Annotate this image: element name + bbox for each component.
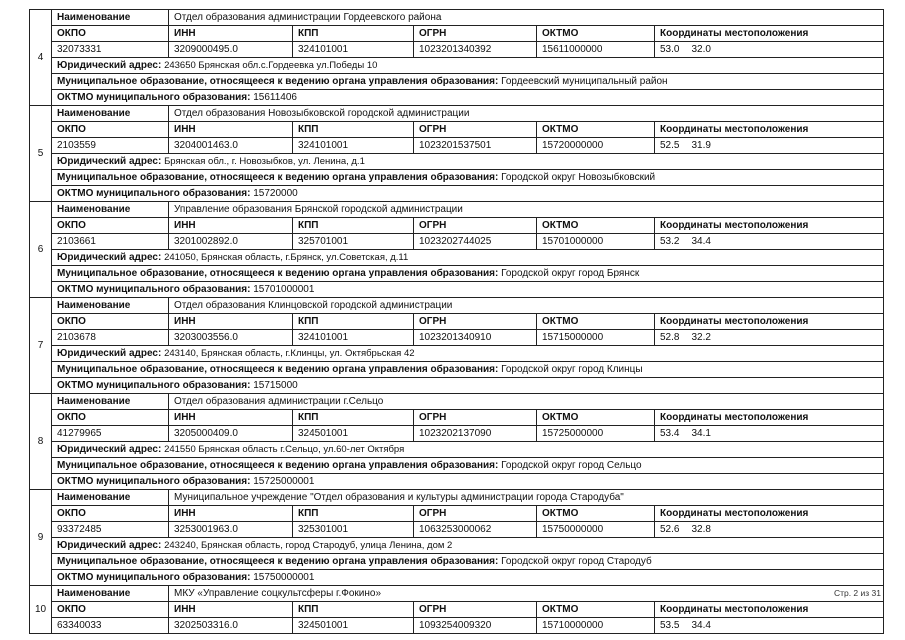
- entry-header-row: [30, 122, 884, 138]
- ogrn-header: ОГРН: [414, 314, 537, 330]
- name-label: Наименование: [52, 394, 169, 410]
- okpo-header: ОКПО: [52, 506, 169, 522]
- organization-name: Управление образования Брянской городской администрации: [169, 202, 884, 218]
- okpo-header: ОКПО: [52, 122, 169, 138]
- oktmo-header: ОКТМО: [537, 218, 655, 234]
- longitude-value: 34.4: [691, 619, 711, 631]
- legal-address-label: Юридический адрес:: [57, 347, 162, 359]
- okpo-header: ОКПО: [52, 218, 169, 234]
- coordinates-value: [655, 234, 884, 250]
- municipality-label: Муниципальное образование, относящееся к ведению органа управления образования:: [57, 75, 499, 87]
- organization-name: Отдел образования Клинцовской городской администрации: [169, 298, 884, 314]
- kpp-header: КПП: [293, 122, 414, 138]
- coordinates-value: [655, 330, 884, 346]
- entry-number: 7: [30, 298, 52, 394]
- entry-oktmo-mun-row: [30, 474, 884, 490]
- coordinates-value: [655, 42, 884, 58]
- coords-header: Координаты местоположения: [655, 602, 884, 618]
- municipal-oktmo-label: ОКТМО муниципального образования:: [57, 475, 251, 487]
- organization-name: Муниципальное учреждение "Отдел образования и культуры администрации города Стародуба": [169, 490, 884, 506]
- municipality-label: Муниципальное образование, относящееся к ведению органа управления образования:: [57, 363, 499, 375]
- entry-number: 5: [30, 106, 52, 202]
- oktmo-value: 15720000000: [537, 138, 655, 154]
- entry-header-row: [30, 410, 884, 426]
- legal-address-value: Брянская обл., г. Новозыбков, ул. Ленина, д.1: [164, 155, 365, 167]
- entry-name-row: [30, 202, 884, 218]
- entry-header-row: [30, 314, 884, 330]
- okpo-value: 32073331: [52, 42, 169, 58]
- entry-values-row: [30, 522, 884, 538]
- longitude-value: 32.2: [691, 331, 711, 343]
- coords-header: Координаты местоположения: [655, 410, 884, 426]
- municipality-value: Городской округ город Стародуб: [501, 555, 652, 567]
- legal-address: [52, 250, 884, 266]
- inn-header: ИНН: [169, 506, 293, 522]
- inn-value: 3253001963.0: [169, 522, 293, 538]
- legal-address-value: 241550 Брянская область г.Сельцо, ул.60-лет Октября: [164, 443, 405, 455]
- ogrn-header: ОГРН: [414, 122, 537, 138]
- kpp-value: 324101001: [293, 138, 414, 154]
- entry-municipality-row: [30, 170, 884, 186]
- legal-address-label: Юридический адрес:: [57, 59, 162, 71]
- inn-value: 3209000495.0: [169, 42, 293, 58]
- name-label: Наименование: [52, 106, 169, 122]
- entry-values-row: [30, 42, 884, 58]
- okpo-header: ОКПО: [52, 314, 169, 330]
- legal-address: [52, 58, 884, 74]
- legal-address: [52, 346, 884, 362]
- inn-value: 3203003556.0: [169, 330, 293, 346]
- municipality-label: Муниципальное образование, относящееся к ведению органа управления образования:: [57, 459, 499, 471]
- ogrn-value: 1063253000062: [414, 522, 537, 538]
- entry-number: 4: [30, 10, 52, 106]
- ogrn-header: ОГРН: [414, 218, 537, 234]
- entry-header-row: [30, 602, 884, 618]
- ogrn-value: 1023202744025: [414, 234, 537, 250]
- municipal-oktmo-value: 15720000: [253, 187, 298, 199]
- municipal-oktmo-label: ОКТМО муниципального образования:: [57, 91, 251, 103]
- legal-address-value: 241050, Брянская область, г.Брянск, ул.Советская, д.11: [164, 251, 409, 263]
- entry-name-row: [30, 298, 884, 314]
- oktmo-value: 15611000000: [537, 42, 655, 58]
- municipality-value: Городской округ город Брянск: [501, 267, 640, 279]
- oktmo-value: 15750000000: [537, 522, 655, 538]
- municipal-oktmo-label: ОКТМО муниципального образования:: [57, 379, 251, 391]
- ogrn-header: ОГРН: [414, 26, 537, 42]
- inn-value: 3202503316.0: [169, 618, 293, 634]
- inn-header: ИНН: [169, 410, 293, 426]
- ogrn-value: 1093254009320: [414, 618, 537, 634]
- okpo-value: 2103678: [52, 330, 169, 346]
- inn-header: ИНН: [169, 218, 293, 234]
- legal-address: [52, 154, 884, 170]
- legal-address-value: 243140, Брянская область, г.Клинцы, ул. Октябрьская 42: [164, 347, 415, 359]
- ogrn-header: ОГРН: [414, 410, 537, 426]
- ogrn-header: ОГРН: [414, 506, 537, 522]
- municipal-oktmo-value: 15725000001: [253, 475, 315, 487]
- okpo-header: ОКПО: [52, 602, 169, 618]
- coords-header: Координаты местоположения: [655, 506, 884, 522]
- municipal-oktmo: [52, 186, 884, 202]
- municipal-oktmo-value: 15750000001: [253, 571, 315, 583]
- oktmo-value: 15701000000: [537, 234, 655, 250]
- entry-oktmo-mun-row: [30, 282, 884, 298]
- kpp-value: 324501001: [293, 618, 414, 634]
- entry-values-row: [30, 330, 884, 346]
- registry-sheet: [29, 9, 883, 634]
- legal-address-label: Юридический адрес:: [57, 539, 162, 551]
- entry-name-row: [30, 394, 884, 410]
- entry-municipality-row: [30, 266, 884, 282]
- kpp-value: 324101001: [293, 42, 414, 58]
- entry-address-row: [30, 346, 884, 362]
- registry-table-body: [30, 10, 884, 634]
- oktmo-header: ОКТМО: [537, 314, 655, 330]
- okpo-value: 93372485: [52, 522, 169, 538]
- registry-table: [29, 9, 884, 634]
- latitude-value: 52.6: [660, 523, 680, 535]
- latitude-value: 53.5: [660, 619, 680, 631]
- inn-header: ИНН: [169, 26, 293, 42]
- entry-municipality-row: [30, 74, 884, 90]
- municipality-label: Муниципальное образование, относящееся к ведению органа управления образования:: [57, 555, 499, 567]
- entry-number: 8: [30, 394, 52, 490]
- name-label: Наименование: [52, 202, 169, 218]
- municipality: [52, 74, 884, 90]
- ogrn-value: 1023201340392: [414, 42, 537, 58]
- entry-oktmo-mun-row: [30, 378, 884, 394]
- municipal-oktmo-value: 15715000: [253, 379, 298, 391]
- inn-header: ИНН: [169, 122, 293, 138]
- entry-number: 6: [30, 202, 52, 298]
- entry-name-row: [30, 490, 884, 506]
- entry-oktmo-mun-row: [30, 186, 884, 202]
- municipality: [52, 458, 884, 474]
- municipal-oktmo: [52, 282, 884, 298]
- municipality: [52, 170, 884, 186]
- longitude-value: 32.8: [691, 523, 711, 535]
- organization-name: Отдел образования Новозыбковской городской администрации: [169, 106, 884, 122]
- legal-address-label: Юридический адрес:: [57, 443, 162, 455]
- oktmo-header: ОКТМО: [537, 602, 655, 618]
- entry-name-row: [30, 10, 884, 26]
- municipality-value: Городской округ Новозыбковский: [501, 171, 656, 183]
- organization-name: МКУ «Управление соцкультсферы г.Фокино»: [169, 586, 884, 602]
- entry-number: 10: [30, 586, 52, 634]
- legal-address-label: Юридический адрес:: [57, 251, 162, 263]
- entry-address-row: [30, 538, 884, 554]
- ogrn-value: 1023202137090: [414, 426, 537, 442]
- municipal-oktmo-label: ОКТМО муниципального образования:: [57, 571, 251, 583]
- legal-address: [52, 442, 884, 458]
- kpp-value: 324501001: [293, 426, 414, 442]
- okpo-value: 2103559: [52, 138, 169, 154]
- okpo-header: ОКПО: [52, 410, 169, 426]
- name-label: Наименование: [52, 490, 169, 506]
- inn-value: 3205000409.0: [169, 426, 293, 442]
- latitude-value: 53.0: [660, 43, 680, 55]
- entry-municipality-row: [30, 458, 884, 474]
- entry-values-row: [30, 426, 884, 442]
- inn-header: ИНН: [169, 314, 293, 330]
- oktmo-header: ОКТМО: [537, 26, 655, 42]
- kpp-header: КПП: [293, 410, 414, 426]
- entry-name-row: [30, 586, 884, 602]
- kpp-header: КПП: [293, 314, 414, 330]
- entry-address-row: [30, 58, 884, 74]
- name-label: Наименование: [52, 10, 169, 26]
- longitude-value: 32.0: [691, 43, 711, 55]
- coordinates-value: [655, 426, 884, 442]
- okpo-value: 2103661: [52, 234, 169, 250]
- coordinates-value: [655, 618, 884, 634]
- oktmo-header: ОКТМО: [537, 410, 655, 426]
- longitude-value: 31.9: [691, 139, 711, 151]
- municipality: [52, 362, 884, 378]
- legal-address-value: 243650 Брянская обл.с.Гордеевка ул.Победы 10: [164, 59, 378, 71]
- legal-address-value: 243240, Брянская область, город Стародуб, улица Ленина, дом 2: [164, 539, 453, 551]
- municipality-value: Городской округ город Клинцы: [501, 363, 643, 375]
- organization-name: Отдел образования администрации Гордеевского района: [169, 10, 884, 26]
- oktmo-header: ОКТМО: [537, 122, 655, 138]
- coords-header: Координаты местоположения: [655, 122, 884, 138]
- entry-oktmo-mun-row: [30, 90, 884, 106]
- municipal-oktmo: [52, 570, 884, 586]
- latitude-value: 53.2: [660, 235, 680, 247]
- municipality-label: Муниципальное образование, относящееся к ведению органа управления образования:: [57, 267, 499, 279]
- inn-value: 3201002892.0: [169, 234, 293, 250]
- entry-address-row: [30, 154, 884, 170]
- kpp-value: 324101001: [293, 330, 414, 346]
- entry-municipality-row: [30, 554, 884, 570]
- longitude-value: 34.4: [691, 235, 711, 247]
- name-label: Наименование: [52, 586, 169, 602]
- oktmo-value: 15725000000: [537, 426, 655, 442]
- kpp-header: КПП: [293, 26, 414, 42]
- entry-name-row: [30, 106, 884, 122]
- municipality: [52, 554, 884, 570]
- entry-header-row: [30, 506, 884, 522]
- municipality-value: Городской округ город Сельцо: [501, 459, 642, 471]
- inn-header: ИНН: [169, 602, 293, 618]
- coords-header: Координаты местоположения: [655, 218, 884, 234]
- latitude-value: 52.5: [660, 139, 680, 151]
- name-label: Наименование: [52, 298, 169, 314]
- municipal-oktmo-value: 15611406: [253, 91, 297, 103]
- municipal-oktmo: [52, 474, 884, 490]
- organization-name: Отдел образования администрации г.Сельцо: [169, 394, 884, 410]
- municipality: [52, 266, 884, 282]
- okpo-value: 41279965: [52, 426, 169, 442]
- latitude-value: 52.8: [660, 331, 680, 343]
- coords-header: Координаты местоположения: [655, 26, 884, 42]
- entry-address-row: [30, 250, 884, 266]
- longitude-value: 34.1: [691, 427, 711, 439]
- entry-oktmo-mun-row: [30, 570, 884, 586]
- municipal-oktmo-label: ОКТМО муниципального образования:: [57, 187, 251, 199]
- okpo-value: 63340033: [52, 618, 169, 634]
- legal-address: [52, 538, 884, 554]
- kpp-value: 325701001: [293, 234, 414, 250]
- municipal-oktmo: [52, 378, 884, 394]
- ogrn-value: 1023201537501: [414, 138, 537, 154]
- municipal-oktmo-value: 15701000001: [253, 283, 315, 295]
- municipality-label: Муниципальное образование, относящееся к ведению органа управления образования:: [57, 171, 499, 183]
- oktmo-header: ОКТМО: [537, 506, 655, 522]
- entry-values-row: [30, 138, 884, 154]
- kpp-header: КПП: [293, 506, 414, 522]
- kpp-header: КПП: [293, 602, 414, 618]
- coordinates-value: [655, 522, 884, 538]
- entry-header-row: [30, 218, 884, 234]
- oktmo-value: 15710000000: [537, 618, 655, 634]
- oktmo-value: 15715000000: [537, 330, 655, 346]
- coordinates-value: [655, 138, 884, 154]
- page-number: Стр. 2 из 31: [833, 588, 881, 598]
- kpp-header: КПП: [293, 218, 414, 234]
- entry-values-row: [30, 618, 884, 634]
- entry-header-row: [30, 26, 884, 42]
- ogrn-value: 1023201340910: [414, 330, 537, 346]
- municipal-oktmo-label: ОКТМО муниципального образования:: [57, 283, 251, 295]
- entry-values-row: [30, 234, 884, 250]
- okpo-header: ОКПО: [52, 26, 169, 42]
- municipality-value: Гордеевский муниципальный район: [501, 75, 668, 87]
- entry-number: 9: [30, 490, 52, 586]
- coords-header: Координаты местоположения: [655, 314, 884, 330]
- latitude-value: 53.4: [660, 427, 680, 439]
- ogrn-header: ОГРН: [414, 602, 537, 618]
- entry-municipality-row: [30, 362, 884, 378]
- inn-value: 3204001463.0: [169, 138, 293, 154]
- kpp-value: 325301001: [293, 522, 414, 538]
- municipal-oktmo: [52, 90, 884, 106]
- entry-address-row: [30, 442, 884, 458]
- legal-address-label: Юридический адрес:: [57, 155, 162, 167]
